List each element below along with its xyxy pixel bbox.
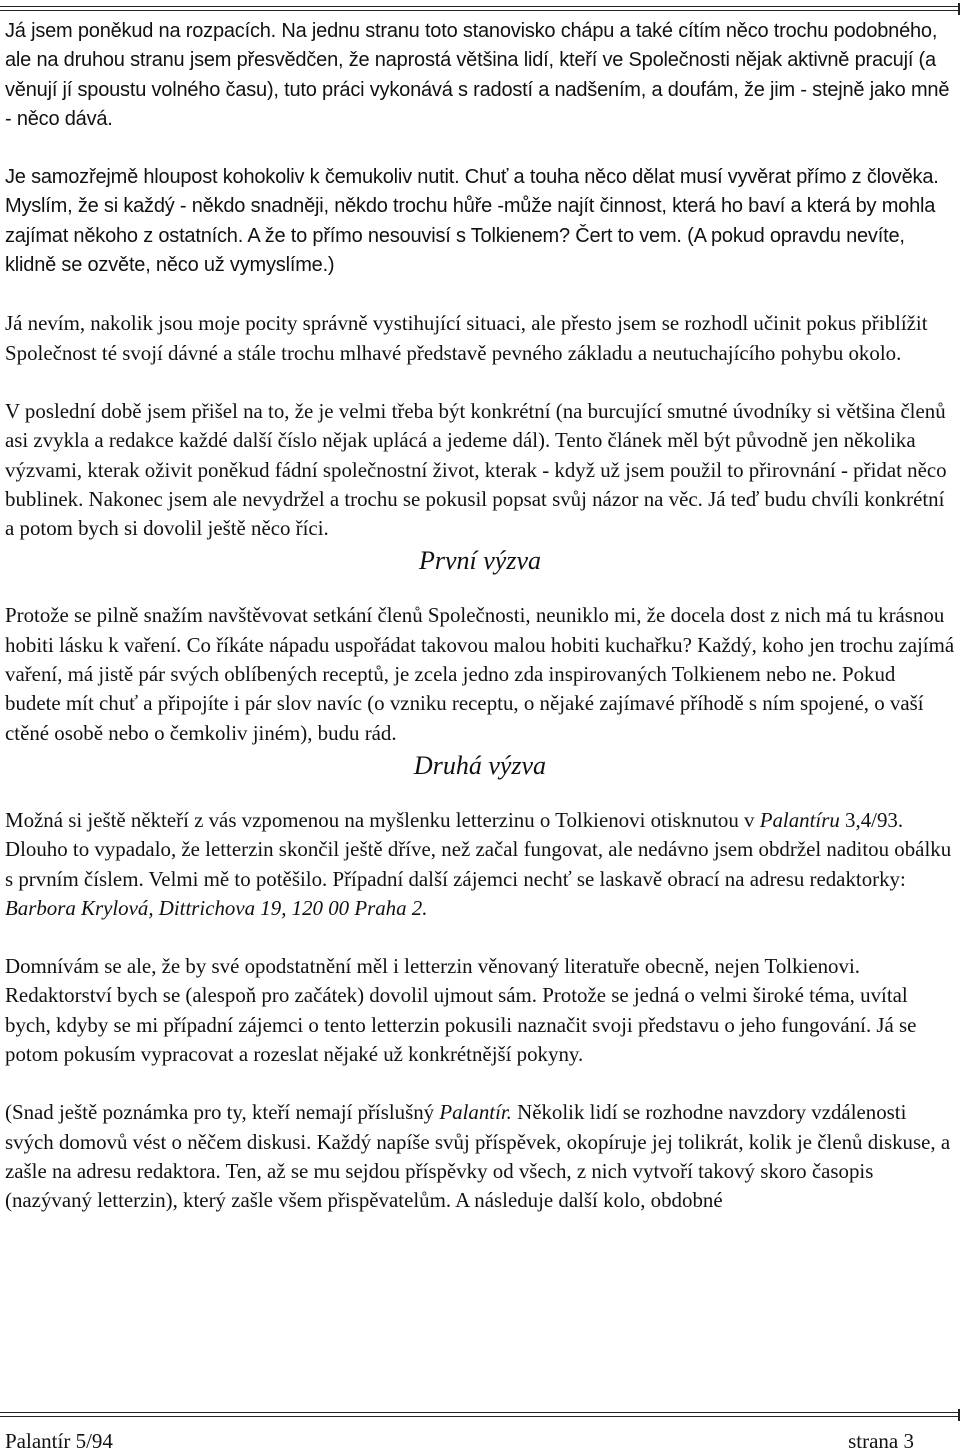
- footer-publication: Palantír 5/94: [5, 1429, 113, 1453]
- paragraph-6-text-a: Možná si ještě někteří z vás vzpomenou na myšlenku letterzinu o Tolkienovi otisknutou v: [5, 807, 760, 832]
- paragraph-7: Domnívám se ale, že by své opodstatnění měl i letterzin věnovaný literatuře obecně, nejen Tolkienovi. Redaktorství bych se (alespoň pro začátek) dovolil ujmout sám. Protože se jedná o velmi široké téma, uvítal bych, kdyby se mi případní zájemci o tento letterzin pokusili naznačit svoji představu o jeho fungování. Já se potom pokusím vypracovat a rozeslat nějaké už konkrétnější pokyny.: [5, 954, 917, 1067]
- heading-first-challenge: První výzva: [418, 546, 541, 576]
- paragraph-3: Já nevím, nakolik jsou moje pocity správně vystihující situaci, ale přesto jsem se rozhodl učinit pokus přiblížit Společnost té svojí dávné a stále trochu mlhavé představě pevného základu a neutuchajícího pohybu okolo.: [5, 311, 928, 365]
- heading-second-challenge: Druhá výzva: [413, 750, 547, 780]
- page-body: [5, 17, 955, 1216]
- page-footer: [5, 1428, 914, 1454]
- paragraph-5: Protože se pilně snažím navštěvovat setkání členů Společnosti, neuniklo mi, že docela dost z nich má tu krásnou hobiti lásku k vaření. Co říkáte nápadu uspořádat takovou malou hobiti kuchařku? Každý, koho jen trochu zajímá vaření, má jistě pár svých oblíbených receptů, je zcela jedno zda inspirovaných Tolkienem nebo ne. Pokud budete mít chuť a připojíte i pár slov navíc (o vzniku receptu, o nějaké zajímavé příhodě s ním spojené, o vaší ctěné osobě nebo o čemkoliv jiném), budu rád.: [5, 603, 955, 745]
- paragraph-8-text-b: Několik lidí se rozhodne navzdory vzdálenosti svých domovů vést o něčem diskusi. Každý napíše svůj příspěvek, okopíruje jej tolikrát, kolik je členů diskuse, a zašle na adresu redaktora. Ten, až se mu sejdou příspěvky od všech, z nich vytvoří takový skoro časopis (nazývaný letterzin), který zašle všem přispěvatelům. A následuje další kolo, obdobné: [5, 1100, 951, 1213]
- palantiru-title: Palantíru: [759, 807, 840, 832]
- footer-page-number: strana 3: [848, 1429, 914, 1453]
- paragraph-4: V poslední době jsem přišel na to, že je velmi třeba být konkrétní (na burcující smutné úvodníky si většina členů asi zvykla a redakce každé další číslo nějak uplácá a jedeme dál). Tento článek měl být původně jen několika výzvami, kterak oživit poněkud fádní společnostní život, kterak - když už jsem použil to přirovnání - přidat něco bublinek. Nakonec jsem ale nevydržel a trochu se pokusil popsat svůj názor na věc. Já teď budu chvíli konkrétní a potom bych si dovolil ještě něco říci.: [5, 398, 947, 541]
- header-rule: [0, 6, 960, 11]
- paragraph-8-text-a: (Snad ještě poznámka pro ty, kteří nemají příslušný: [5, 1100, 440, 1125]
- paragraph-1: Já jsem poněkud na rozpacích. Na jednu stranu toto stanovisko chápu a také cítím něco trochu podobného, ale na druhou stranu jsem přesvědčen, že naprostá většina lidí, kteří ve Společnosti nějak aktivně pracují (a věnují jí spoustu volného času), tuto práci vykonává s radostí a nadšením, a doufám, že jim - stejně jako mně - něco dává.: [5, 20, 950, 130]
- editor-address: Barbora Krylová, Dittrichova 19, 120 00 Praha 2.: [5, 895, 428, 920]
- footer-rule: [0, 1412, 960, 1417]
- paragraph-6: [5, 806, 955, 923]
- paragraph-8: [5, 1098, 955, 1215]
- paragraph-2: Je samozřejmě hloupost kohokoliv k čemukoliv nutit. Chuť a touha něco dělat musí vyvěrat přímo z člověka. Myslím, že si každý - někdo snadněji, někdo trochu hůře -může najít činnost, která ho baví a která by mohla zajímat někoho z ostatních. A že to přímo nesouvisí s Tolkienem? Čert to vem. (A pokud opravdu nevíte, klidně se ozvěte, něco už vymyslíme.): [5, 166, 939, 277]
- palantir-title: Palantír.: [439, 1100, 512, 1125]
- paragraph-6-text-b: 3,4/93. Dlouho to vypadalo, že letterzin skončil ještě dříve, než začal fungovat, ale nedávno jsem obdržel naditou obálku s prvním číslem. Velmi mě to potěšilo. Případní další zájemci nechť se laskavě obrací na adresu redaktorky:: [5, 807, 952, 891]
